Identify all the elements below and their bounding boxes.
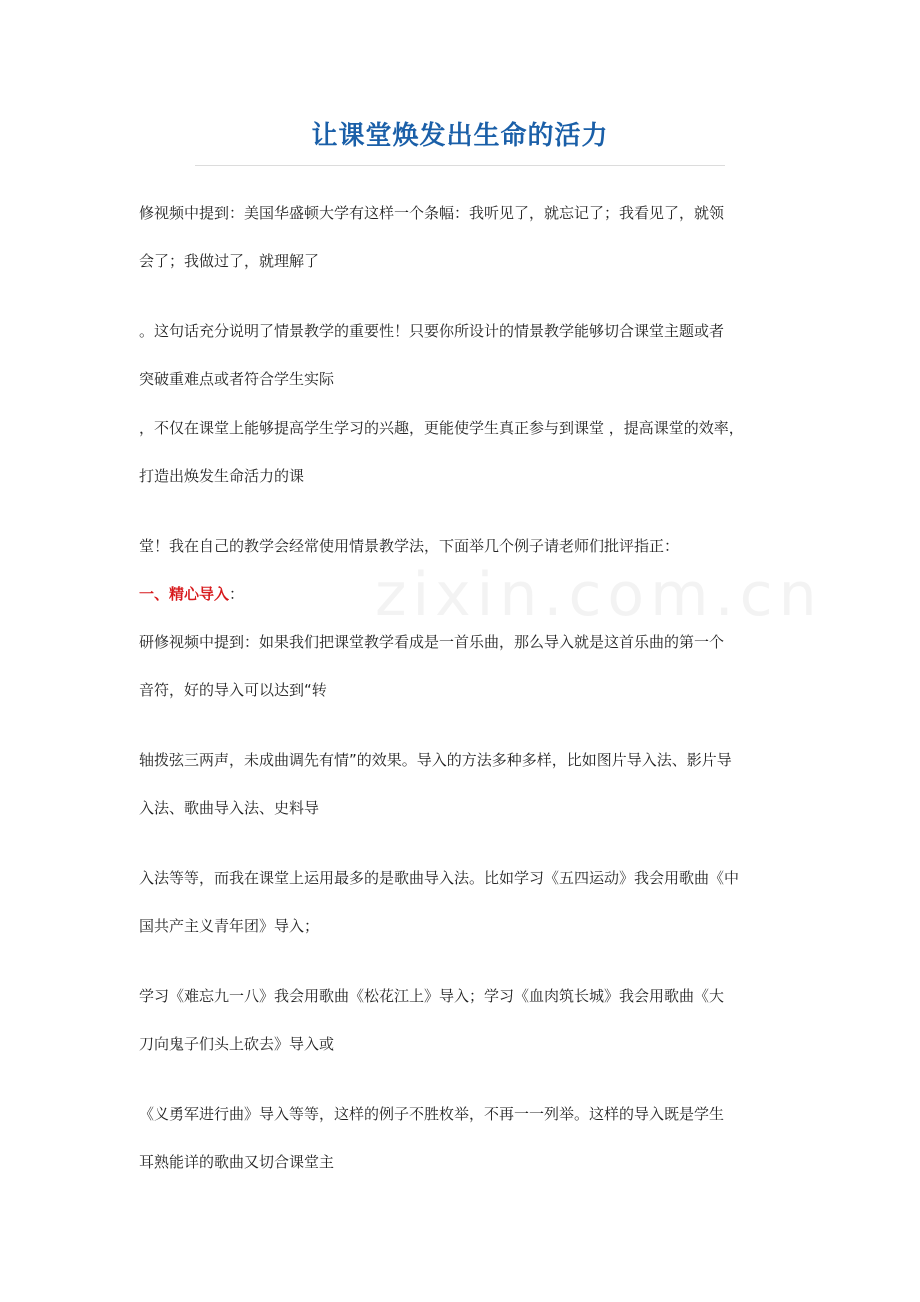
page-title: 让课堂焕发出生命的活力 (311, 121, 609, 151)
body-line-6: 打造出焕发生命活力的课 (139, 467, 305, 485)
body-line-8: 研修视频中提到：如果我们把课堂教学看成是一首乐曲，那么导入就是这首乐曲的第一个 (139, 633, 725, 651)
body-line-17: 耳熟能详的歌曲又切合课堂主 (139, 1153, 335, 1171)
body-line-4: 突破重难点或者符合学生实际 (139, 370, 335, 388)
body-line-10: 轴拨弦三两声，未成曲调先有情”的效果。导入的方法多种多样，比如图片导入法、影片导 (139, 751, 732, 769)
body-line-2: 会了；我做过了，就理解了 (139, 252, 320, 270)
body-line-1: 修视频中提到：美国华盛顿大学有这样一个条幅：我听见了，就忘记了；我看见了，就领 (139, 204, 725, 222)
watermark: zixin.com.cn (375, 560, 823, 630)
section-heading-colon: ： (229, 585, 245, 603)
body-line-12: 入法等等，而我在课堂上运用最多的是歌曲导入法。比如学习《五四运动》我会用歌曲《中 (139, 869, 740, 887)
body-line-13: 国共产主义青年团》导入； (139, 917, 320, 935)
body-line-7: 堂！我在自己的教学会经常使用情景教学法，下面举几个例子请老师们批评指正： (139, 537, 680, 555)
section-heading-line (139, 582, 799, 606)
body-line-15: 刀向鬼子们头上砍去》导入或 (139, 1035, 335, 1053)
title-divider (195, 165, 725, 166)
body-line-3: 。这句话充分说明了情景教学的重要性！只要你所设计的情景教学能够切合课堂主题或者 (139, 322, 725, 340)
body-line-5: ，不仅在课堂上能够提高学生学习的兴趣，更能使学生真正参与到课堂 ，提高课堂的效率， (139, 419, 744, 437)
section-heading: 一、精心导入 (139, 585, 230, 603)
body-line-9: 音符，好的导入可以达到“转 (139, 681, 327, 699)
body-line-14: 学习《难忘九一八》我会用歌曲《松花江上》导入；学习《血肉筑长城》我会用歌曲《大 (139, 987, 725, 1005)
body-line-11: 入法、歌曲导入法、史料导 (139, 799, 320, 817)
body-line-16: 《义勇军进行曲》导入等等，这样的例子不胜枚举，不再一一列举。这样的导入既是学生 (139, 1105, 725, 1123)
